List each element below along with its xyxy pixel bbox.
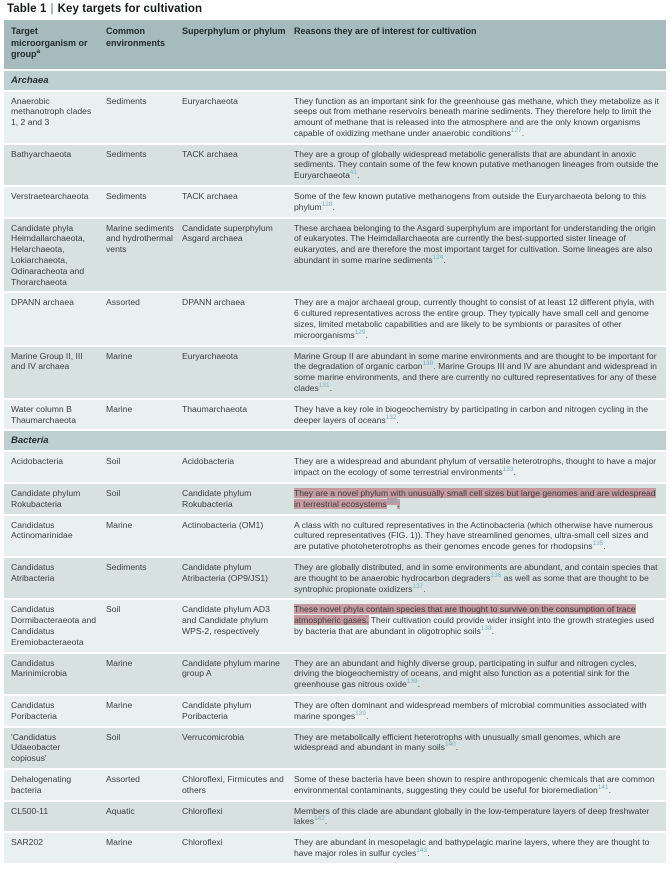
reason-text: They are an abundant and highly diverse group, participating in sulfur and nitrogen cycles, driving the biogeochemistry of oceans, and might also function as a potential sink for the greenhouse gas nitrous oxide [294,657,637,690]
cell-environments: Soil [106,484,182,514]
cell-environments: Soil [106,452,182,482]
reason-text: Their cultivation could provide wider insight into the growth strategies used by bacteria that are abundant in oligotrophic soils [294,615,655,636]
column-header-label: Reasons they are of interest for cultivation [294,26,477,36]
reason-text: A class with no cultured representatives in the Actinobacteria (which otherwise have numerous cultured representatives (FIG. 1)). They have streamlined genomes, ultra-small cell sizes and are putative photoheterotrophs as their genomes encode genes for rhodopsins [294,519,653,552]
cell-phylum: Euryarchaeota [182,92,294,143]
title-separator: | [50,3,54,15]
cell-reason [294,347,666,398]
table-row [4,293,666,344]
cultivation-targets-table [4,18,666,865]
cell-reason [294,558,666,598]
reason-text: . [521,127,525,138]
cell-reason [294,654,666,694]
cell-environments: Aquatic [106,802,182,832]
cell-reason [294,696,666,726]
cell-environments: Sediments [106,145,182,185]
cell-phylum: Verrucomicrobia [182,728,294,768]
reference-superscript: 130 [422,360,434,368]
reference-superscript: 141 [597,783,609,791]
reason-text: They have a key role in biogeochemistry by participating in carbon and nitrogen cycling in the deeper layers of oceans [294,403,648,425]
table-row [4,145,666,185]
cell-target: Anaerobic methanotroph clades 1, 2 and 3 [4,92,106,143]
reference-superscript: 136 [490,571,502,579]
reason-text: They are abundant in mesopelagic and bathypelagic marine layers, where they are thought to have major roles in sulfur cycles [294,837,650,858]
reason-text: . Marine Groups III and IV are abundant and widespread in some marine environments, and there are currently no cultured representatives for any of these clades [294,361,657,394]
table-row [4,400,666,430]
footnote-marker: a [36,48,41,55]
reference-superscript: 132 [385,413,397,421]
reason-text: . [365,710,369,721]
reason-text: . [329,383,333,394]
cell-reason [294,452,666,482]
column-header-label: Common environments [106,26,166,48]
cell-environments: Soil [106,728,182,768]
cell-target: CL500-11 [4,802,106,832]
section-header-archaea: Archaea [4,71,666,90]
reason-text: They function as an important sink for the greenhouse gas methane, which they metabolize as it seeps out from methane reservoirs beneath marine sediments. They therefore help to limit the amount of methane that is released into the atmosphere and are the only known organisms capable of oxidizing methane under anaerobic conditions [294,95,659,138]
cell-reason [294,92,666,143]
cell-target: Candidate phyla Heimdallarchaeota, Helarchaeota, Lokiarchaeota, Odinaracheota and Thorarchaeota [4,219,106,292]
cell-phylum: Chloroflexi [182,802,294,832]
reference-superscript: 129 [354,328,366,336]
cell-target: Dehalogenating bacteria [4,770,106,800]
section-header-bacteria: Bacteria [4,431,666,450]
table-number: Table 1 [7,3,47,15]
cell-target: Candidatus Actinomarinidae [4,516,106,556]
reference-superscript: 41 [349,169,358,177]
cell-target: Candidatus Poribacteria [4,696,106,726]
cell-reason [294,516,666,556]
cell-phylum: Candidate phylum Poribacteria [182,696,294,726]
table-row [4,833,666,863]
reason-text: . [455,742,459,753]
cell-environments: Marine [106,654,182,694]
cell-target: Marine Group II, III and IV archaea [4,347,106,398]
header-row [4,20,666,69]
reason-text: . [417,679,420,690]
table-row [4,484,666,514]
reason-text: They are a major archaeal group, currently thought to consist of at least 12 different phyla, with 6 cultured representatives across the entire group. They typically have small cell and genome sizes, limited metabolic capabilities and are likely to be symbionts or parasites of other microorganisms [294,297,655,340]
cell-target: Candidatus Dormibacteraeota and Candidatus Eremiobacteraeota [4,600,106,651]
table-row [4,558,666,598]
section-row [4,71,666,90]
column-header-reasons [294,20,666,69]
reason-text: They are a novel phylum with unusually small cell sizes but large genomes and are widespread in terrestrial ecosystems [294,488,656,509]
column-header-target [4,20,106,69]
table-row [4,347,666,398]
reason-text: They are often dominant and widespread members of microbial communities associated with marine sponges [294,699,647,721]
reference-superscript: 137 [412,582,424,590]
reason-text: These archaea belonging to the Asgard superphylum are important for understanding the origin of eukaryotes. The Heimdallarchaeota are currently the best-supported sister lineage of eukaryotes, and are therefore the most important target for cultivation. Some lineages are also abundant in some marine sediments [294,222,656,266]
reference-superscript: 133 [502,466,514,474]
reference-superscript: 135 [592,540,604,548]
cell-phylum: Actinobacteria (OM1) [182,516,294,556]
cell-target: SAR202 [4,833,106,863]
cell-reason [294,802,666,832]
cell-environments: Sediments [106,92,182,143]
reason-text: They are metabolically efficient heterotrophs with unusually small genomes, which are widespread and abundant in many soils [294,731,621,753]
cell-target: Water column B Thaumarchaeota [4,400,106,430]
table-row [4,696,666,726]
cell-phylum: Candidate phylum Atribacteria (OP9/JS1) [182,558,294,598]
table-body [4,71,666,863]
reference-superscript: 128 [321,201,333,209]
table-title [4,2,666,18]
reason-text: Marine Group II are abundant in some marine environments and are thought to be important for the degradation of organic carbon [294,350,657,372]
cell-reason [294,187,666,217]
table-row [4,219,666,292]
cell-target: Verstraetearchaeota [4,187,106,217]
reference-superscript: 124 [432,254,444,262]
cell-phylum: Candidate superphylum Asgard archaea [182,219,294,292]
cell-environments: Marine sediments and hydrothermal vents [106,219,182,292]
reason-text: . [427,847,430,858]
reason-text: . [608,784,612,795]
reference-superscript: 142 [314,815,325,823]
cell-phylum: Acidobacteria [182,452,294,482]
cell-environments: Assorted [106,293,182,344]
cell-reason [294,728,666,768]
reason-text: . [443,255,446,266]
reason-text: Some of these bacteria have been shown to respire anthropogenic chemicals that are common environmental contaminants, suggesting they could be useful for bioremediation [294,773,655,795]
reference-superscript: 131 [318,382,330,390]
reason-text: . [603,541,606,552]
cell-environments: Marine [106,400,182,430]
cell-phylum: Candidate phylum marine group A [182,654,294,694]
cell-reason [294,293,666,344]
reason-text: They are a group of globally widespread metabolic generalists that are abundant in anoxic sediments. They contain some of the few known putative methanogen lineages from outside the Euryarchaeota [294,148,659,181]
cell-phylum: Chloroflexi, Firmicutes and others [182,770,294,800]
cell-target: Acidobacteria [4,452,106,482]
cell-phylum: DPANN archaea [182,293,294,344]
column-header-phylum [182,20,294,69]
cell-reason [294,484,666,514]
reason-text: . [365,329,368,340]
cell-target: 'Candidatus Udaeobacter copiosus' [4,728,106,768]
cell-reason [294,833,666,863]
reason-text: They are globally distributed, and in some environments are abundant, and contain species that are thought to be anaerobic hydrocarbon degraders [294,562,658,583]
cell-reason [294,600,666,651]
reason-text: . [357,170,360,181]
reference-superscript: 138 [480,625,492,633]
cell-target: Bathyarchaeota [4,145,106,185]
cell-environments: Sediments [106,558,182,598]
cell-target: DPANN archaea [4,293,106,344]
table-row [4,600,666,651]
table-row [4,728,666,768]
reference-superscript: 139 [406,678,418,686]
column-header-label: Target microorganism or group [11,26,88,59]
reason-text: . [397,498,400,509]
cell-phylum: Chloroflexi [182,833,294,863]
section-row [4,431,666,450]
reason-text: . [332,201,335,212]
reference-superscript: 139 [355,709,366,717]
reference-superscript: 143 [416,847,428,855]
column-header-environments [106,20,182,69]
cell-reason [294,400,666,430]
reason-text: . [423,583,426,594]
table-title-text: Key targets for cultivation [57,3,203,15]
reason-text: . [491,625,494,636]
table-row [4,654,666,694]
table-row [4,802,666,832]
cell-environments: Soil [106,600,182,651]
table-row [4,452,666,482]
table-row [4,187,666,217]
reason-text: Members of this clade are abundant globally in the low-temperature layers of deep freshwater lakes [294,805,650,827]
cell-environments: Sediments [106,187,182,217]
cell-reason [294,145,666,185]
cell-reason [294,770,666,800]
reference-superscript: 134 [386,497,398,505]
cell-environments: Marine [106,347,182,398]
cell-environments: Assorted [106,770,182,800]
table-row [4,770,666,800]
reason-text: . [513,467,516,478]
cell-environments: Marine [106,833,182,863]
cell-target: Candidatus Atribacteria [4,558,106,598]
cell-target: Candidate phylum Rokubacteria [4,484,106,514]
reason-text: Some of the few known putative methanogens from outside the Euryarchaeota belong to this phylum [294,191,647,212]
column-header-label: Superphylum or phylum [182,26,286,36]
reason-text: These novel phyla contain species that are thought to survive on the consumption of trace atmospheric gases. [294,604,636,626]
reason-text: . [396,414,399,425]
cell-environments: Marine [106,516,182,556]
reason-text: . [324,816,328,827]
reason-text: They are a widespread and abundant phylum of versatile heterotrophs, thought to have a major impact on the ecology of some terrestrial environments [294,456,657,478]
table-row [4,92,666,143]
table-row [4,516,666,556]
cell-reason [294,219,666,292]
reference-superscript: 127 [510,127,522,135]
cell-phylum: Candidate phylum AD3 and Candidate phylum WPS-2, respectively [182,600,294,651]
cell-phylum: TACK archaea [182,187,294,217]
cell-phylum: TACK archaea [182,145,294,185]
cell-environments: Marine [106,696,182,726]
cell-target: Candidatus Marinimicrobia [4,654,106,694]
cell-phylum: Thaumarchaeota [182,400,294,430]
cell-phylum: Candidate phylum Rokubacteria [182,484,294,514]
reason-text: as well as some that are thought to be syntrophic propionate oxidizers [294,572,649,594]
reference-superscript: 140 [444,741,456,749]
cell-phylum: Euryarchaeota [182,347,294,398]
